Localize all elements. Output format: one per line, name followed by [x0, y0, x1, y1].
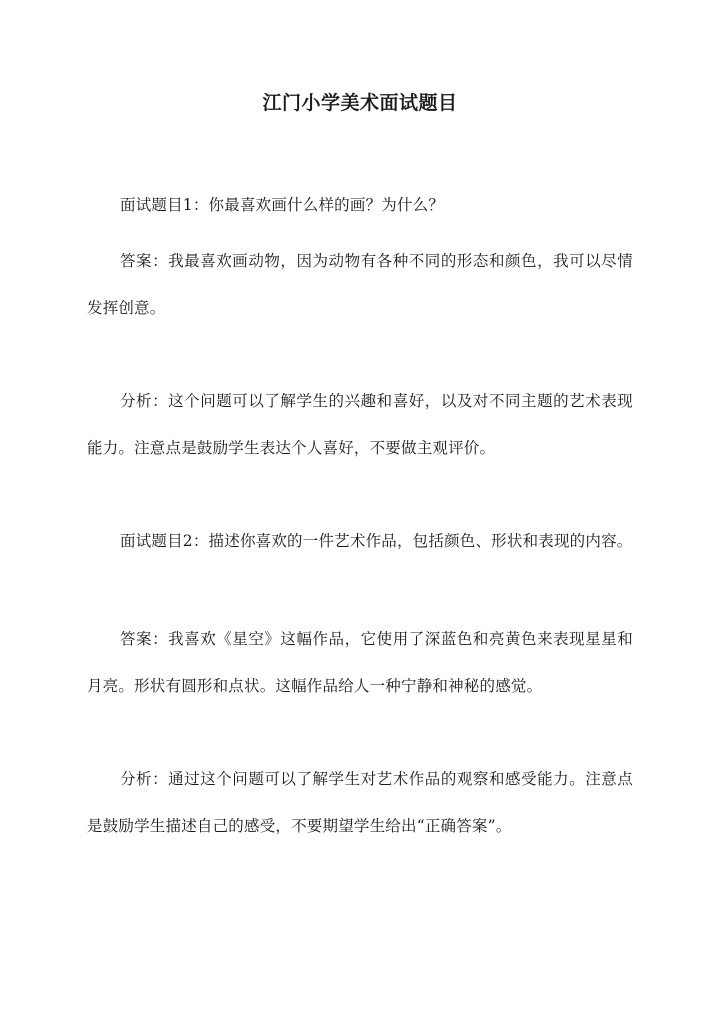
answer-2: 答案：我喜欢《星空》这幅作品，它使用了深蓝色和亮黄色来表现星星和月亮。形状有圆形和点状。这幅作品给人一种宁静和神秘的感觉。: [87, 630, 633, 695]
analysis-2: 分析：通过这个问题可以了解学生对艺术作品的观察和感受能力。注意点是鼓励学生描述自己的感受，不要期望学生给出“正确答案”。: [87, 770, 633, 835]
question-1: 面试题目1：你最喜欢画什么样的画？为什么？: [120, 196, 445, 214]
page-title: 江门小学美术面试题目: [262, 92, 458, 114]
answer-1: 答案：我最喜欢画动物，因为动物有各种不同的形态和颜色，我可以尽情发挥创意。: [87, 252, 633, 317]
question-2: 面试题目2：描述你喜欢的一件艺术作品，包括颜色、形状和表现的内容。: [120, 532, 633, 550]
analysis-1: 分析：这个问题可以了解学生的兴趣和喜好，以及对不同主题的艺术表现能力。注意点是鼓励学生表达个人喜好，不要做主观评价。: [87, 392, 633, 457]
